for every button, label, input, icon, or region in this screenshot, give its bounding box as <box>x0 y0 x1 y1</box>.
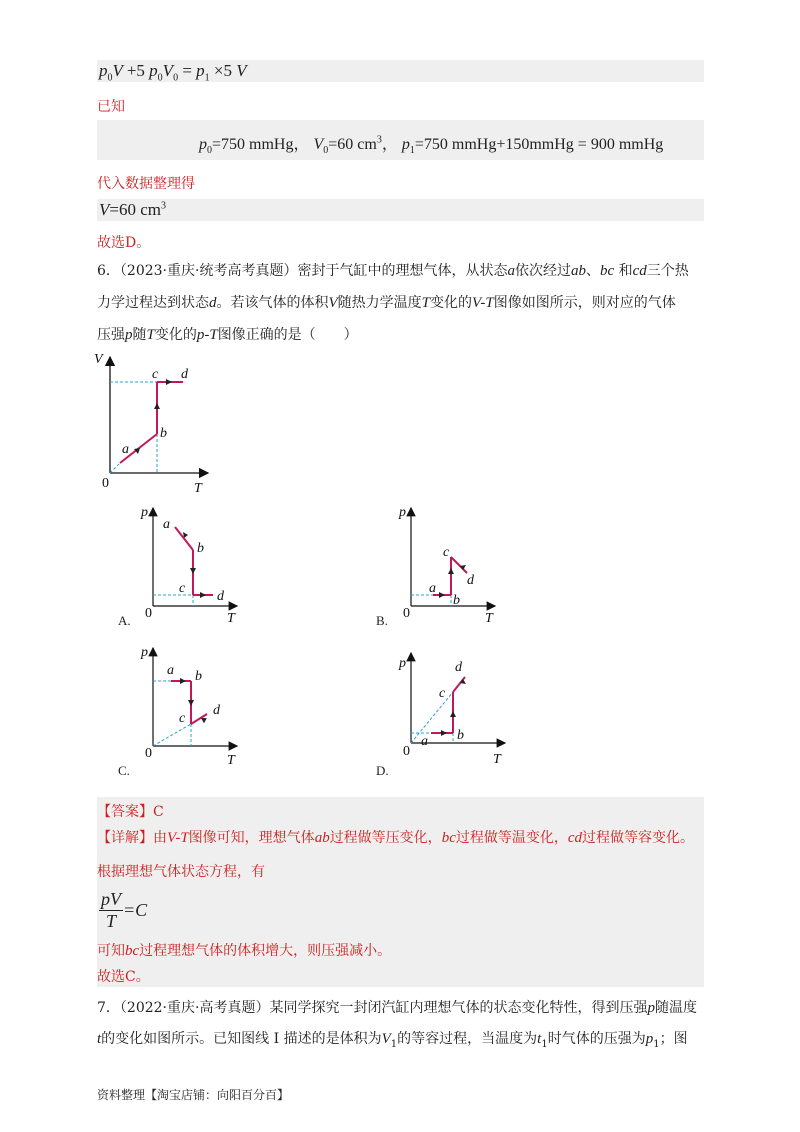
answer-explanation-band <box>97 797 704 987</box>
footer-source: 资料整理【淘宝店铺：向阳百分百】 <box>97 1088 290 1102</box>
equation-band-3 <box>97 199 704 221</box>
option-b-label[interactable]: B. <box>376 613 388 628</box>
option-d-label[interactable]: D. <box>376 763 389 778</box>
svg-text:0: 0 <box>145 606 152 621</box>
q7-line-2: t的变化如图所示。已知图线 I 描述的是体积为$V_1$的等容过程，当温度为$t_1$时气体的压强为$p_1$；图 <box>97 1031 688 1050</box>
svg-text:b: b <box>457 728 464 743</box>
svg-text:p: p <box>399 505 406 520</box>
svg-text:b: b <box>453 593 460 608</box>
svg-text:b: b <box>197 541 204 556</box>
svg-text:c: c <box>179 711 186 726</box>
svg-text:0: 0 <box>403 744 410 759</box>
svg-text:T: T <box>227 753 235 768</box>
equation-band-2 <box>97 120 704 160</box>
origin-label: 0 <box>102 476 109 491</box>
q6-line-1: 6．（2023·重庆·统考高考真题）密封于气缸中的理想气体，从状态a依次经过ab、bc 和cd三个热 <box>97 263 689 279</box>
svg-text:c: c <box>179 581 186 596</box>
svg-text:c: c <box>439 686 446 701</box>
known-values-equation: $p_0=750$ mmHg， $V_0=60$ $cm^3$， $p_1=750$ mmHg+150mmHg = 900 mmHg <box>199 134 664 157</box>
svg-text:T: T <box>493 752 501 767</box>
answer: 【答案】C <box>97 804 164 820</box>
arrow-bc <box>154 403 160 409</box>
svg-text:a: a <box>163 517 170 532</box>
point-a-label: a <box>122 442 129 457</box>
known-label: 已知 <box>97 99 125 115</box>
arrow-cd <box>166 379 172 385</box>
svg-text:0: 0 <box>403 606 410 621</box>
detail-line-2: 根据理想气体状态方程，有 <box>97 864 265 880</box>
substitute-label: 代入数据整理得 <box>97 176 195 192</box>
svg-text:d: d <box>467 573 474 588</box>
result-equation: V=60 $cm^3$ <box>99 200 166 219</box>
detail-line-1: 【详解】由V-T图像可知，理想气体ab过程做等压变化，bc过程做等温变化，cd过程做等容变化。 <box>97 830 695 846</box>
y-axis-label: V <box>94 352 103 367</box>
point-d-label: d <box>181 367 188 382</box>
svg-text:p: p <box>141 505 148 520</box>
q7-line-1: 7．（2022·重庆·高考真题）某同学探究一封闭汽缸内理想气体的状态变化特性，得到压强p随温度 <box>97 1000 697 1016</box>
previous-answer: 故选D。 <box>97 235 151 251</box>
svg-text:b: b <box>195 669 202 684</box>
svg-text:c: c <box>443 545 450 560</box>
svg-text:a: a <box>429 581 436 596</box>
option-a-label[interactable]: A. <box>118 613 131 628</box>
svg-text:T: T <box>227 611 235 625</box>
option-c-label[interactable]: C. <box>118 763 130 778</box>
svg-text:0: 0 <box>145 746 152 761</box>
svg-text:T: T <box>485 611 493 625</box>
point-c-label: c <box>152 367 159 382</box>
svg-text:d: d <box>455 660 462 675</box>
x-axis-label: T <box>194 481 202 495</box>
option-a-graph <box>135 500 245 625</box>
state-equation-fraction: $\frac{pV}{T}$ =C <box>101 889 148 931</box>
option-c-graph <box>135 640 245 770</box>
equation-band-1 <box>97 60 704 82</box>
svg-text:a: a <box>167 663 174 678</box>
vt-graph <box>90 345 220 495</box>
svg-text:d: d <box>217 589 224 604</box>
detail-line-3: 可知bc过程理想气体的体积增大，则压强减小。 <box>97 943 392 959</box>
dashed-origin-line <box>110 463 120 473</box>
point-b-label: b <box>160 426 167 441</box>
detail-line-4: 故选C。 <box>97 969 150 985</box>
question-7 <box>97 995 712 1058</box>
q6-line-3: 压强p随T变化的p-T图像正确的是（ ） <box>97 327 358 343</box>
option-d-graph <box>393 645 513 770</box>
svg-text:p: p <box>399 656 406 671</box>
equation-gas-mixing: $p_0V +5$ $p_0V_0 = p_1 \times 5$ V <box>99 61 247 84</box>
q6-line-2: 力学过程达到状态d。若该气体的体积V随热力学温度T变化的V-T图像如图所示，则对应的气体 <box>97 295 676 311</box>
svg-text:d: d <box>213 703 220 718</box>
svg-text:a: a <box>421 734 428 749</box>
svg-text:p: p <box>141 645 148 660</box>
option-b-graph <box>393 500 503 625</box>
question-6 <box>97 258 707 349</box>
